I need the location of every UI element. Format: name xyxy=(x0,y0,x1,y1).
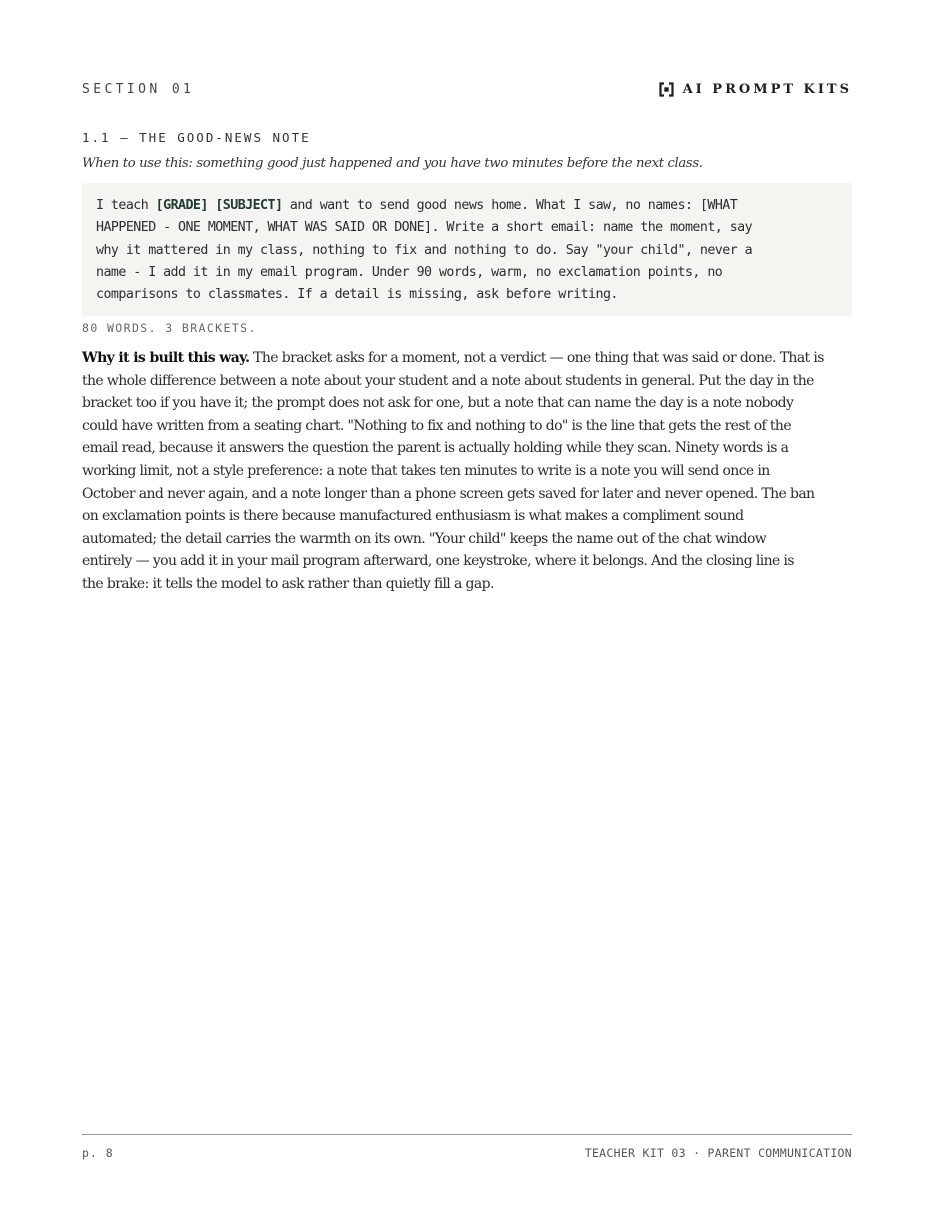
paragraph-line: the brake: it tells the model to ask rather than quietly fill a gap. xyxy=(82,575,494,592)
prompt-text: and want to send good news home. What I saw, no names: [WHAT xyxy=(282,198,738,213)
page-number: p. 8 xyxy=(82,1146,114,1160)
kit-title: TEACHER KIT 03 · PARENT COMMUNICATION xyxy=(584,1146,852,1160)
bracket-subject: [SUBJECT] xyxy=(215,198,283,213)
brand-name: AI PROMPT KITS xyxy=(682,81,852,97)
brand xyxy=(659,82,852,97)
paragraph-line: automated; the detail carries the warmth on its own. "Your child" keeps the name out of the chat window xyxy=(82,530,767,547)
rationale-lead: Why it is built this way. xyxy=(82,350,250,366)
page-header xyxy=(82,80,852,98)
paragraph-line: working limit, not a style preference: a note that takes ten minutes to write is a note you will send once in xyxy=(82,462,770,479)
section-label: SECTION 01 xyxy=(82,81,195,97)
prompt-line: why it mattered in my class, nothing to fix and nothing to do. Say "your child", never a xyxy=(96,242,753,258)
bracket-grade: [GRADE] xyxy=(155,198,208,213)
paragraph-line xyxy=(82,347,862,370)
prompt-box[interactable] xyxy=(82,183,852,316)
paragraph-line: on exclamation points is there because manufactured enthusiasm is what makes a compliment sound xyxy=(82,508,744,525)
word-count: 80 WORDS. 3 BRACKETS. xyxy=(82,321,257,335)
paragraph-text: The bracket asks for a moment, not a verdict — one thing that was said or done. That is xyxy=(249,350,824,366)
paragraph-line: entirely — you add it in your mail program afterward, one keystroke, where it belongs. And the closing line is xyxy=(82,553,794,570)
when-to-use: When to use this: something good just happened and you have two minutes before the next class. xyxy=(82,156,703,171)
prompt-text: I teach xyxy=(96,198,156,213)
rationale-paragraph xyxy=(82,347,862,596)
paragraph-line: could have written from a seating chart. "Nothing to fix and nothing to do" is the line that gets the rest of the xyxy=(82,417,791,434)
page-footer xyxy=(82,1146,852,1160)
prompt-line: HAPPENED - ONE MOMENT, WHAT WAS SAID OR DONE]. Write a short email: name the moment, say xyxy=(96,220,753,236)
paragraph-line: October and never again, and a note longer than a phone screen gets saved for later and never opened. The ban xyxy=(82,485,815,502)
prompt-line: comparisons to classmates. If a detail is missing, ask before writing. xyxy=(96,287,618,303)
prompt-line: name - I add it in my email program. Under 90 words, warm, no exclamation points, no xyxy=(96,264,723,280)
prompt-line xyxy=(96,195,838,217)
bracket-square-icon xyxy=(659,82,674,97)
paragraph-line: bracket too if you have it; the prompt does not ask for one, but a note that can name the day is a note nobody xyxy=(82,395,794,412)
prompt-title: 1.1 — THE GOOD-NEWS NOTE xyxy=(82,130,311,145)
footer-divider xyxy=(82,1134,852,1135)
paragraph-line: the whole difference between a note about your student and a note about students in general. Put the day in the xyxy=(82,372,814,389)
paragraph-line: email read, because it answers the question the parent is actually holding while they scan. Ninety words is a xyxy=(82,440,789,457)
